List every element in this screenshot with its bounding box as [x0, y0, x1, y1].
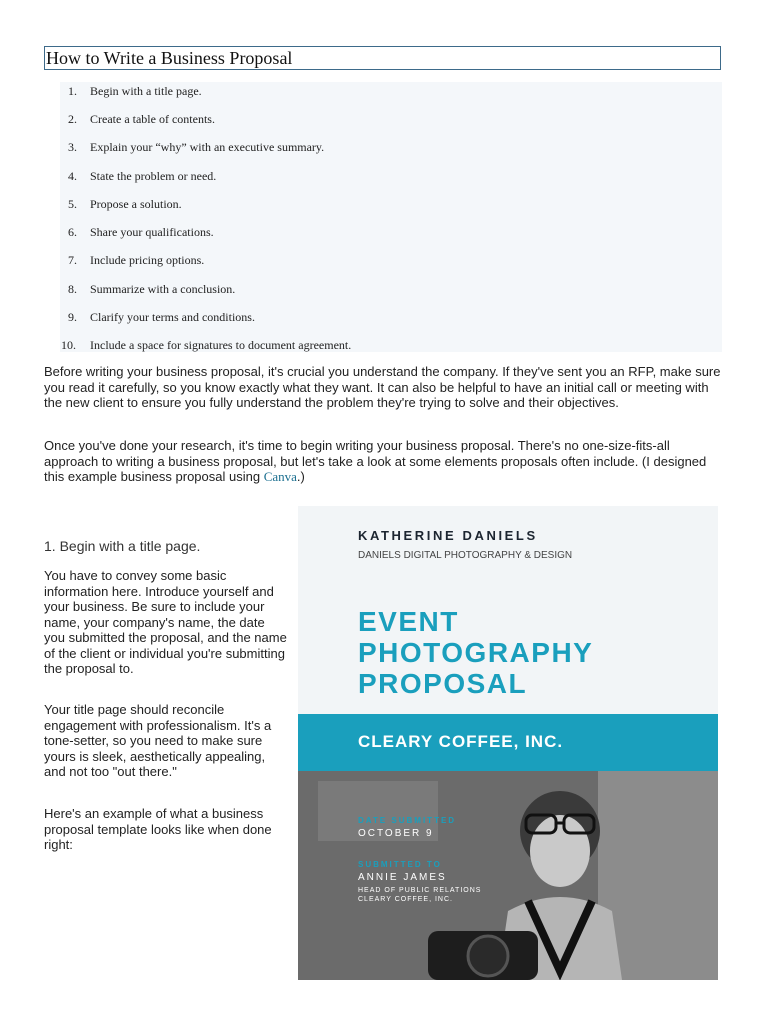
proposal-cover-image: [298, 506, 718, 980]
submitted-to-title: HEAD OF PUBLIC RELATIONS: [358, 887, 482, 894]
section-paragraph-2: Your title page should reconcile engagement with professionalism. It's a tone-setter, so you need to make sure yours is sleek, aesthetically appealing, and not too "out there.": [44, 702, 272, 779]
document-title-box: [44, 46, 721, 70]
submitted-to-company: CLEARY COFFEE, INC.: [358, 896, 453, 903]
submitted-to-name: ANNIE JAMES: [358, 872, 447, 883]
section-paragraph-3: Here's an example of what a business proposal template looks like when done right:: [44, 806, 272, 852]
document-title: How to Write a Business Proposal: [46, 48, 293, 68]
canva-link[interactable]: Canva: [263, 469, 297, 484]
cover-company-name: DANIELS DIGITAL PHOTOGRAPHY & DESIGN: [358, 550, 573, 561]
section-paragraph-1: You have to convey some basic information here. Introduce yourself and your business. Be sure to include your name, your company's name, the date you submitted the proposal, and the name of the client or individual you're submitting the proposal to.: [44, 568, 287, 676]
date-submitted-value: OCTOBER 9: [358, 828, 434, 839]
section-heading: 1. Begin with a title page.: [44, 538, 201, 554]
date-submitted-label: DATE SUBMITTED: [358, 816, 457, 825]
intro-paragraph-1: Before writing your business proposal, it's crucial you understand the company. If they've sent you an RFP, make sure you read it carefully, so you know exactly what they want. It can also be helpful to have an initial call or meeting with the new client to ensure you fully understand the problem they're trying to solve and their objectives.: [44, 364, 721, 410]
intro-paragraph-2: Once you've done your research, it's time to begin writing your business proposal. There's no one-size-fits-all approach to writing a business proposal, but let's take a look at some elements proposals often include. (I designed this example business proposal using Canva.): [44, 438, 707, 484]
submitted-to-label: SUBMITTED TO: [358, 860, 442, 869]
cover-author-name: KATHERINE DANIELS: [358, 528, 538, 543]
cover-client-name: CLEARY COFFEE, INC.: [358, 732, 564, 751]
steps-list: 1. Begin with a title page. 2. Create a table of contents. 3. Explain your “why” with an executive summary. 4. State the problem or need. 5. Propose a solution. 6. Share your qualifications. 7. Include pricing options. 8. Summarize with a conclusion. 9. Clarify your terms and conditions. 10. Include a space for signatures to document agreement.: [60, 82, 722, 352]
cover-headline: EVENT PHOTOGRAPHY PROPOSAL: [358, 606, 594, 699]
cover-photo: [298, 771, 718, 980]
cover-client-band: [298, 714, 718, 771]
